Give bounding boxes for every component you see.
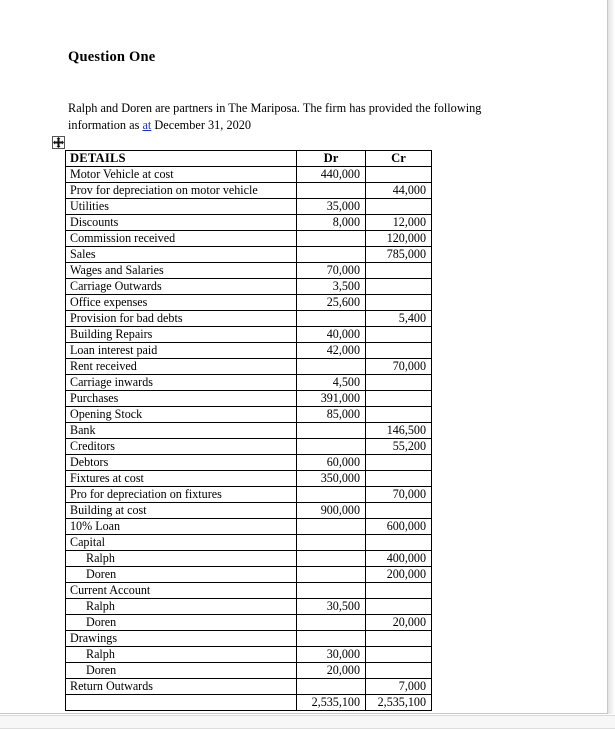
table-row (66, 439, 432, 455)
row-credit-amount[interactable] (366, 471, 432, 487)
row-credit-amount[interactable] (366, 279, 432, 295)
table-row (66, 311, 432, 327)
row-label[interactable]: Discounts (66, 215, 297, 231)
row-debit-amount[interactable]: 8,000 (297, 215, 366, 231)
column-header-details: DETAILS (66, 151, 297, 167)
row-debit-amount[interactable]: 30,000 (297, 647, 366, 663)
row-label[interactable]: Bank (66, 423, 297, 439)
row-label[interactable]: Ralph (66, 551, 297, 567)
row-debit-amount[interactable] (297, 311, 366, 327)
row-label[interactable]: Return Outwards (66, 679, 297, 695)
row-credit-amount[interactable] (366, 599, 432, 615)
trial-balance-table (65, 150, 432, 711)
table-header-row (66, 151, 432, 167)
row-label[interactable]: Carriage Outwards (66, 279, 297, 295)
row-credit-amount[interactable] (366, 503, 432, 519)
row-label[interactable]: Building Repairs (66, 327, 297, 343)
page-edge-shadow (608, 0, 615, 714)
table-row (66, 359, 432, 375)
row-debit-amount[interactable] (297, 679, 366, 695)
row-label[interactable]: Commission received (66, 231, 297, 247)
row-credit-amount[interactable] (366, 375, 432, 391)
row-debit-amount[interactable]: 70,000 (297, 263, 366, 279)
row-debit-amount[interactable]: 25,600 (297, 295, 366, 311)
table-row (66, 695, 432, 711)
row-credit-amount[interactable]: 70,000 (366, 359, 432, 375)
table-row (66, 199, 432, 215)
row-credit-amount[interactable]: 400,000 (366, 551, 432, 567)
row-debit-amount[interactable]: 391,000 (297, 391, 366, 407)
row-credit-amount[interactable] (366, 263, 432, 279)
row-credit-amount[interactable] (366, 343, 432, 359)
row-label[interactable]: Provision for bad debts (66, 311, 297, 327)
page-title: Question One (68, 48, 156, 65)
table-row (66, 663, 432, 679)
row-debit-amount[interactable] (297, 439, 366, 455)
row-credit-amount[interactable]: 785,000 (366, 247, 432, 263)
row-debit-amount[interactable] (297, 423, 366, 439)
table-row (66, 231, 432, 247)
row-credit-amount[interactable] (366, 295, 432, 311)
table-row (66, 599, 432, 615)
row-label[interactable]: Current Account (66, 583, 297, 599)
row-label[interactable]: Loan interest paid (66, 343, 297, 359)
table-row (66, 679, 432, 695)
row-debit-amount[interactable]: 440,000 (297, 167, 366, 183)
row-debit-amount[interactable] (297, 247, 366, 263)
table-row (66, 247, 432, 263)
row-label[interactable]: Pro for depreciation on fixtures (66, 487, 297, 503)
row-credit-amount[interactable]: 12,000 (366, 215, 432, 231)
row-label[interactable]: Purchases (66, 391, 297, 407)
row-debit-amount[interactable]: 42,000 (297, 343, 366, 359)
row-debit-amount[interactable] (297, 551, 366, 567)
row-credit-amount[interactable]: 600,000 (366, 519, 432, 535)
row-debit-amount[interactable]: 900,000 (297, 503, 366, 519)
trial-balance-table-container (65, 150, 431, 711)
row-debit-amount[interactable]: 30,500 (297, 599, 366, 615)
row-debit-amount[interactable]: 3,500 (297, 279, 366, 295)
column-header-cr: Cr (366, 151, 432, 167)
table-row (66, 519, 432, 535)
row-credit-amount[interactable] (366, 455, 432, 471)
row-debit-amount[interactable] (297, 183, 366, 199)
row-credit-amount[interactable]: 70,000 (366, 487, 432, 503)
row-label[interactable]: 10% Loan (66, 519, 297, 535)
row-debit-amount[interactable]: 2,535,100 (297, 695, 366, 711)
table-row (66, 647, 432, 663)
row-debit-amount[interactable]: 350,000 (297, 471, 366, 487)
row-debit-amount[interactable] (297, 359, 366, 375)
row-credit-amount[interactable] (366, 583, 432, 599)
row-debit-amount[interactable]: 60,000 (297, 455, 366, 471)
row-credit-amount[interactable] (366, 631, 432, 647)
row-debit-amount[interactable] (297, 615, 366, 631)
row-label[interactable]: Debtors (66, 455, 297, 471)
row-label[interactable] (66, 695, 297, 711)
table-row (66, 407, 432, 423)
table-row (66, 567, 432, 583)
row-label[interactable]: Utilities (66, 199, 297, 215)
table-row (66, 343, 432, 359)
row-label[interactable]: Sales (66, 247, 297, 263)
row-debit-amount[interactable]: 40,000 (297, 327, 366, 343)
table-row (66, 327, 432, 343)
row-label[interactable]: Opening Stock (66, 407, 297, 423)
table-move-handle-icon[interactable] (52, 136, 65, 149)
row-debit-amount[interactable] (297, 567, 366, 583)
row-label[interactable]: Creditors (66, 439, 297, 455)
page-break-separator (0, 715, 615, 729)
table-row (66, 423, 432, 439)
row-credit-amount[interactable] (366, 407, 432, 423)
row-debit-amount[interactable] (297, 519, 366, 535)
row-label[interactable]: Doren (66, 615, 297, 631)
row-credit-amount[interactable]: 20,000 (366, 615, 432, 631)
row-label[interactable]: Office expenses (66, 295, 297, 311)
row-credit-amount[interactable]: 55,200 (366, 439, 432, 455)
row-debit-amount[interactable] (297, 535, 366, 551)
table-row (66, 279, 432, 295)
column-header-dr: Dr (297, 151, 366, 167)
row-credit-amount[interactable]: 120,000 (366, 231, 432, 247)
row-label[interactable]: Prov for depreciation on motor vehicle (66, 183, 297, 199)
table-row (66, 375, 432, 391)
row-debit-amount[interactable]: 4,500 (297, 375, 366, 391)
table-row (66, 535, 432, 551)
row-debit-amount[interactable]: 85,000 (297, 407, 366, 423)
row-debit-amount[interactable]: 35,000 (297, 199, 366, 215)
row-label[interactable]: Ralph (66, 647, 297, 663)
at-hyperlink[interactable]: at (142, 118, 152, 133)
row-credit-amount[interactable]: 44,000 (366, 183, 432, 199)
row-label[interactable]: Ralph (66, 599, 297, 615)
row-credit-amount[interactable]: 146,500 (366, 423, 432, 439)
table-row (66, 615, 432, 631)
table-row (66, 215, 432, 231)
intro-text-after-link: December 31, 2020 (151, 118, 252, 133)
row-debit-amount[interactable] (297, 583, 366, 599)
row-credit-amount[interactable] (366, 391, 432, 407)
row-label[interactable]: Rent received (66, 359, 297, 375)
row-credit-amount[interactable]: 5,400 (366, 311, 432, 327)
table-row (66, 167, 432, 183)
row-credit-amount[interactable] (366, 663, 432, 679)
row-credit-amount[interactable] (366, 327, 432, 343)
table-row (66, 551, 432, 567)
row-credit-amount[interactable] (366, 647, 432, 663)
row-label[interactable]: Building at cost (66, 503, 297, 519)
table-row (66, 263, 432, 279)
table-row (66, 391, 432, 407)
row-label[interactable]: Carriage inwards (66, 375, 297, 391)
intro-paragraph (68, 100, 498, 134)
table-row (66, 503, 432, 519)
row-debit-amount[interactable]: 20,000 (297, 663, 366, 679)
row-credit-amount[interactable] (366, 199, 432, 215)
row-credit-amount[interactable] (366, 167, 432, 183)
row-debit-amount[interactable] (297, 487, 366, 503)
row-credit-amount[interactable]: 2,535,100 (366, 695, 432, 711)
table-row (66, 183, 432, 199)
table-row (66, 583, 432, 599)
row-label[interactable]: Fixtures at cost (66, 471, 297, 487)
row-credit-amount[interactable]: 7,000 (366, 679, 432, 695)
row-debit-amount[interactable] (297, 231, 366, 247)
intro-text-before-link: Ralph and Doren are partners in The Mariposa. The firm has provided the following information as (68, 101, 482, 133)
row-label[interactable]: Wages and Salaries (66, 263, 297, 279)
row-label[interactable]: Doren (66, 567, 297, 583)
table-row (66, 295, 432, 311)
row-label[interactable]: Capital (66, 535, 297, 551)
table-row (66, 487, 432, 503)
row-label[interactable]: Motor Vehicle at cost (66, 167, 297, 183)
row-label[interactable]: Drawings (66, 631, 297, 647)
table-row (66, 631, 432, 647)
table-body (66, 167, 432, 711)
table-row (66, 455, 432, 471)
table-row (66, 471, 432, 487)
row-credit-amount[interactable] (366, 535, 432, 551)
row-credit-amount[interactable]: 200,000 (366, 567, 432, 583)
row-debit-amount[interactable] (297, 631, 366, 647)
row-label[interactable]: Doren (66, 663, 297, 679)
